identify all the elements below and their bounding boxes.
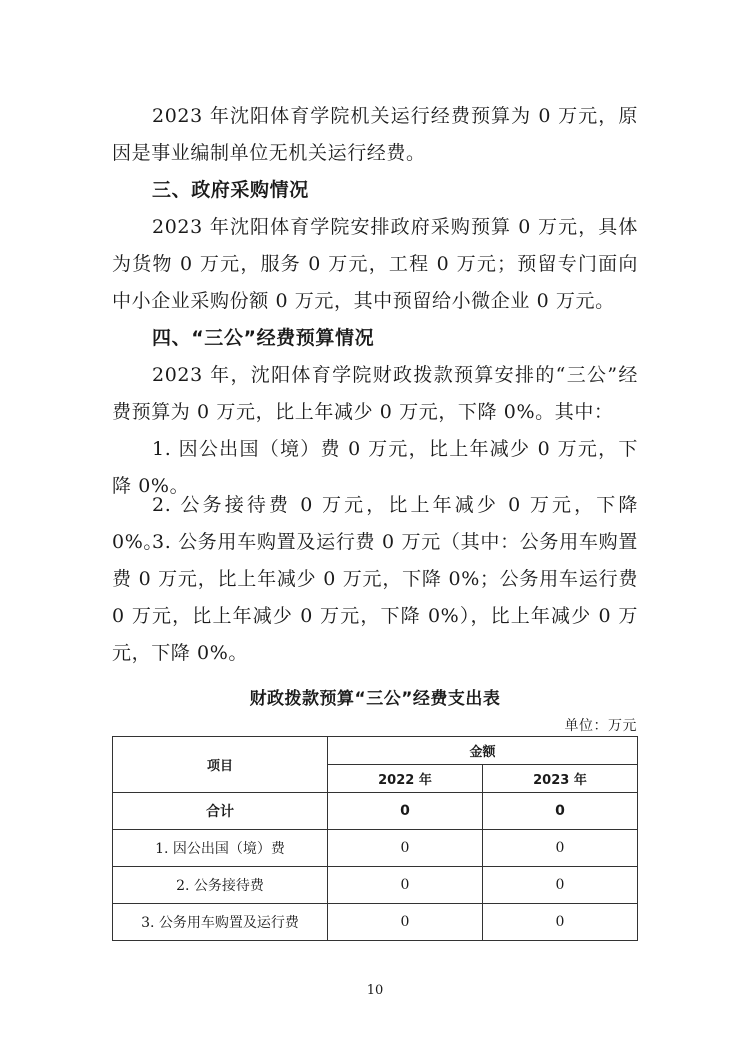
row-value-2022: 0 bbox=[328, 793, 483, 830]
row-label: 合计 bbox=[113, 793, 328, 830]
row-value-2022: 0 bbox=[328, 904, 483, 941]
header-year-2023: 2023 年 bbox=[483, 765, 638, 793]
row-value-2023: 0 bbox=[483, 830, 638, 867]
paragraph-procurement: 2023 年沈阳体育学院安排政府采购预算 0 万元，具体为货物 0 万元，服务 0 万元，工程 0 万元；预留专门面向中小企业采购份额 0 万元，其中预留给小微企业 0 万元。 bbox=[112, 216, 638, 312]
row-value-2022: 0 bbox=[328, 830, 483, 867]
header-amount: 金额 bbox=[328, 737, 638, 765]
paragraph-vehicles: 3. 公务用车购置及运行费 0 万元（其中：公务用车购置费 0 万元，比上年减少 0 万元，下降 0%；公务用车运行费 0 万元，比上年减少 0 万元，下降 0%），比上年减少 0 万元，下降 0%。 bbox=[112, 531, 638, 664]
section-heading-three-public: 四、“三公”经费预算情况 bbox=[152, 327, 375, 349]
three-public-expense-table bbox=[112, 736, 638, 941]
row-value-2022: 0 bbox=[328, 867, 483, 904]
table-row bbox=[113, 904, 638, 941]
header-year-2022: 2022 年 bbox=[328, 765, 483, 793]
paragraph-reception: 2. 公务接待费 0 万元，比上年减少 0 万元，下降 0%。 bbox=[112, 494, 638, 553]
page-number: 10 bbox=[366, 983, 384, 998]
header-item: 项目 bbox=[113, 737, 328, 793]
paragraph-three-public-summary: 2023 年，沈阳体育学院财政拨款预算安排的“三公”经费预算为 0 万元，比上年减少 0 万元，下降 0%。其中： bbox=[112, 364, 638, 423]
table-row bbox=[113, 793, 638, 830]
row-label: 2. 公务接待费 bbox=[113, 867, 328, 904]
row-value-2023: 0 bbox=[483, 904, 638, 941]
row-label: 1. 因公出国（境）费 bbox=[113, 830, 328, 867]
paragraph-admin-expenses: 2023 年沈阳体育学院机关运行经费预算为 0 万元，原因是事业编制单位无机关运行经费。 bbox=[112, 105, 638, 164]
section-heading-procurement: 三、政府采购情况 bbox=[152, 179, 309, 201]
table-title: 财政拨款预算“三公”经费支出表 bbox=[249, 689, 501, 709]
table-unit: 单位：万元 bbox=[564, 718, 637, 734]
row-value-2023: 0 bbox=[483, 793, 638, 830]
row-label: 3. 公务用车购置及运行费 bbox=[113, 904, 328, 941]
paragraph-overseas-travel: 1. 因公出国（境）费 0 万元，比上年减少 0 万元，下降 0%。 bbox=[112, 438, 638, 497]
row-value-2023: 0 bbox=[483, 867, 638, 904]
table-row bbox=[113, 830, 638, 867]
table-header-row bbox=[113, 737, 638, 765]
table-row bbox=[113, 867, 638, 904]
